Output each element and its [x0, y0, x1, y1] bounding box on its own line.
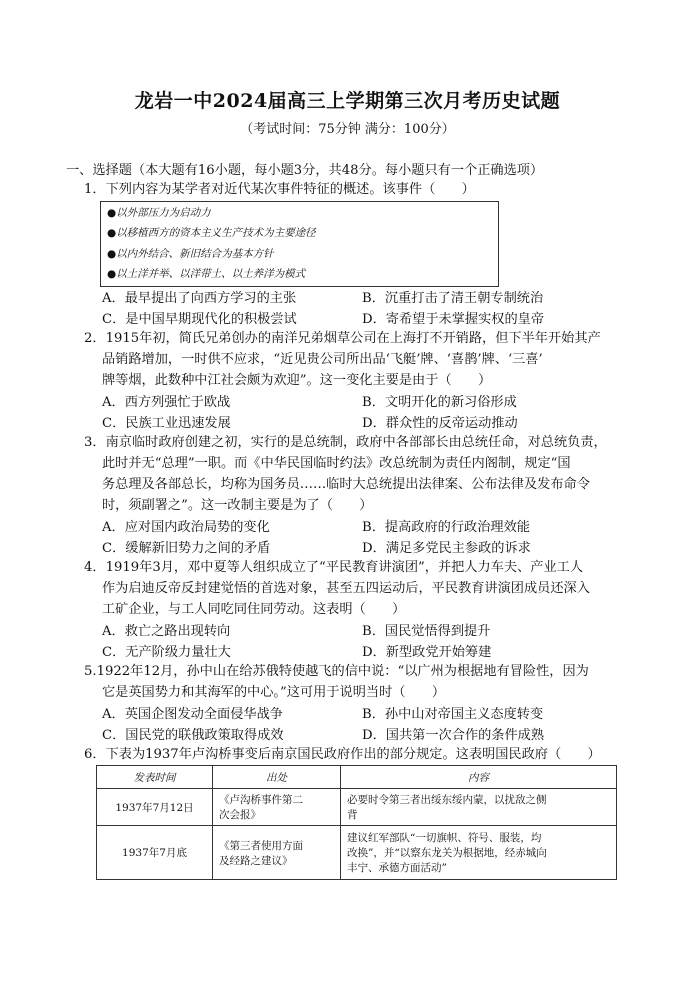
question-3-line: 时，须副署之”。这一改制主要是为了（ ） — [102, 498, 373, 513]
table-cell-source — [213, 789, 341, 826]
question-1-quote-box — [100, 201, 499, 287]
table-cell-content — [341, 789, 617, 826]
question-6-stem: 6．下表为1937年卢沟桥事变后南京国民政府作出的部分规定。这表明国民政府（ ） — [84, 747, 601, 762]
q4-option-b[interactable]: B．国民觉悟得到提升 — [362, 624, 491, 639]
question-2-line: 品销路增加，一时供不应求，“近见贵公司所出品‘飞艇’牌、‘喜鹊’牌、‘三喜’ — [102, 352, 543, 367]
q2-option-d[interactable]: D．群众性的反帝运动推动 — [362, 416, 518, 431]
q5-option-b[interactable]: B．孙中山对帝国主义态度转变 — [362, 707, 544, 722]
question-4-line: 4．1919年3月，邓中夏等人组织成立了“平民教育讲演团”，并把人力车夫、产业工人 — [84, 560, 584, 575]
question-2-line: 2．1915年初，简氏兄弟创办的南洋兄弟烟草公司在上海打不开销路，但下半年开始其产 — [84, 331, 601, 346]
exam-info: （考试时间：75分钟 满分：100分） — [240, 122, 455, 137]
table-row — [97, 789, 617, 826]
question-5-line: 它是英国势力和其海军的中心。”这可用于说明当时（ ） — [102, 685, 446, 700]
q3-option-b[interactable]: B．提高政府的行政治理效能 — [362, 520, 530, 535]
question-1-stem: 1．下列内容为某学者对近代某次事件特征的概述。该事件（ ） — [84, 182, 475, 197]
q3-option-c[interactable]: C．缓解新旧势力之间的矛盾 — [102, 541, 271, 556]
page-title: 龙岩一中2024届高三上学期第三次月考历史试题 — [134, 90, 561, 112]
cell-line: 建议红军部队“一切旗帜、符号、服装，均 — [347, 832, 542, 844]
q3-option-a[interactable]: A．应对国内政治局势的变化 — [102, 520, 270, 535]
question-5-line: 5.1922年12月，孙中山在给苏俄特使越飞的信中说：“以广州为根据地有冒险性，因为 — [84, 664, 589, 679]
question-3-line: 3．南京临时政府创建之初，实行的是总统制，政府中各部部长由总统任命，对总统负责， — [84, 435, 607, 450]
cell-line: 丰宁、承德方面活动” — [347, 862, 447, 874]
q1-option-c[interactable]: C．是中国早期现代化的积极尝试 — [102, 312, 297, 327]
q5-option-a[interactable]: A．英国企图发动全面侵华战争 — [102, 707, 283, 722]
q3-option-d[interactable]: D．满足多党民主参政的诉求 — [362, 541, 531, 556]
q1-option-a[interactable]: A．最早提出了向西方学习的主张 — [102, 291, 297, 306]
q1-option-d[interactable]: D．寄希望于未掌握实权的皇帝 — [362, 312, 545, 327]
table-header: 发表时间 — [97, 766, 213, 789]
q2-option-c[interactable]: C．民族工业迅速发展 — [102, 416, 231, 431]
q4-option-a[interactable]: A．救亡之路出现转向 — [102, 624, 231, 639]
quote-line: ●以土洋并举、以洋带土、以土养洋为模式 — [107, 268, 306, 280]
table-cell-content — [341, 826, 617, 880]
table-cell-time: 1937年7月底 — [97, 826, 213, 880]
table-header: 内容 — [341, 766, 617, 789]
quote-line: ●以外部压力为启动力 — [107, 207, 211, 219]
quote-line: ●以移植西方的资本主义生产技术为主要途径 — [107, 227, 316, 239]
q5-option-d[interactable]: D．国共第一次合作的条件成熟 — [362, 728, 545, 743]
question-2-line: 牌等烟，此数种中江社会颇为欢迎”。这一变化主要是由于（ ） — [102, 373, 492, 388]
q4-option-d[interactable]: D．新型政党开始筹建 — [362, 645, 492, 660]
question-3-line: 此时并无“总理”一职。而《中华民国临时约法》改总统制为责任内阁制，规定“国 — [102, 456, 571, 471]
q5-option-c[interactable]: C．国民党的联俄政策取得成效 — [102, 728, 284, 743]
cell-line: 改换”，并“以察东龙关为根据地，经赤城向 — [347, 847, 547, 859]
q2-option-b[interactable]: B．文明开化的新习俗形成 — [362, 395, 517, 410]
question-3-line: 务总理及各部总长，均称为国务员……临时大总统提出法律案、公布法律及发布命令 — [102, 477, 590, 492]
question-4-line: 工矿企业，与工人同吃同住同劳动。这表明（ ） — [102, 602, 406, 617]
cell-line: 《卢沟桥事件第二 — [219, 794, 303, 806]
table-cell-time: 1937年7月12日 — [97, 789, 213, 826]
quote-line: ●以内外结合、新旧结合为基本方针 — [107, 248, 274, 260]
cell-line: 及经路之建议》 — [219, 854, 293, 867]
question-4-line: 作为启迪反帝反封建觉悟的首选对象，甚至五四运动后，平民教育讲演团成员还深入 — [102, 581, 590, 596]
table-cell-source — [213, 826, 341, 880]
cell-line: 次会报》 — [219, 809, 261, 821]
section-heading: 一、选择题（本大题有16小题，每小题3分，共48分。每小题只有一个正确选项） — [66, 163, 544, 178]
question-6-table — [96, 765, 617, 880]
table-row — [97, 826, 617, 880]
table-header: 出处 — [213, 766, 341, 789]
q2-option-a[interactable]: A．西方列强忙于欧战 — [102, 395, 231, 410]
q1-option-b[interactable]: B．沉重打击了清王朝专制统治 — [362, 291, 544, 306]
cell-line: 《第三者使用方面 — [219, 839, 303, 852]
cell-line: 必要时令第三者出绥东绥内蒙，以扰敌之侧 — [347, 794, 547, 806]
cell-line: 背 — [347, 809, 358, 821]
q4-option-c[interactable]: C．无产阶级力量壮大 — [102, 645, 231, 660]
